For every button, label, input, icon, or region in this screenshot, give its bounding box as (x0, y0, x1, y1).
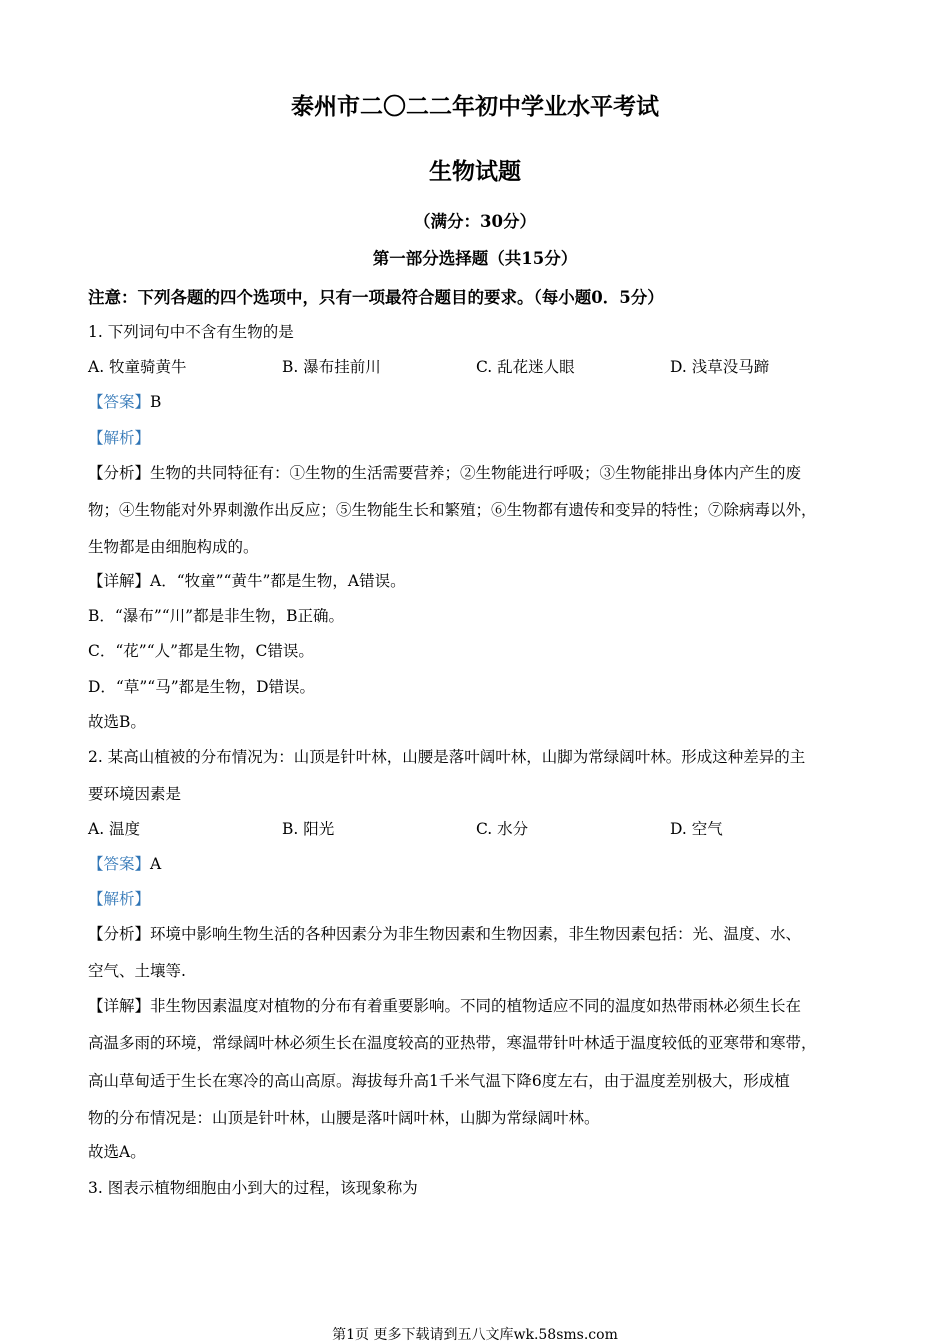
q2-analysis-line: 【分析】环境中影响生物生活的各种因素分为非生物因素和生物因素，非生物因素包括：光、温度、水、 (88, 925, 802, 943)
q2-jiexi-label: 【解析】 (88, 890, 151, 908)
q2-option-d: D. 空气 (670, 820, 723, 838)
notice: 注意：下列各题的四个选项中，只有一项最符合题目的要求。（每小题0．5分） (88, 288, 664, 307)
page-footer: 第1页 更多下载请到五八文库wk.58sms.com (332, 1327, 618, 1343)
q2-detail-line: 高温多雨的环境，常绿阔叶林必须生长在温度较高的亚热带，寒温带针叶林适于温度较低的亚寒带和寒带， (88, 1034, 817, 1052)
q2-option-a: A. 温度 (88, 820, 141, 838)
answer-label: 【答案】 (88, 393, 151, 411)
q1-analysis-line: 【分析】生物的共同特征有：①生物的生活需要营养；②生物能进行呼吸；③生物能排出身体内产生的废 (88, 464, 802, 482)
q1-detail-line: 【详解】A．“牧童”“黄牛”都是生物，A错误。 (88, 572, 406, 590)
q1-stem: 1. 下列词句中不含有生物的是 (88, 323, 294, 341)
answer-value: B (150, 393, 162, 411)
q1-option-a: A. 牧童骑黄牛 (88, 358, 187, 376)
full-score: （满分：30分） (414, 212, 536, 231)
q2-stem-line: 2. 某高山植被的分布情况为：山顶是针叶林，山腰是落叶阔叶林，山脚为常绿阔叶林。形成这种差异的主 (88, 748, 806, 766)
q1-analysis-line: 生物都是由细胞构成的。 (88, 538, 259, 556)
q1-option-d: D. 浅草没马蹄 (670, 358, 770, 376)
q1-option-c: C. 乱花迷人眼 (476, 358, 575, 376)
q2-option-c: C. 水分 (476, 820, 529, 838)
q1-jiexi-label: 【解析】 (88, 429, 151, 447)
q2-analysis-line: 空气、土壤等. (88, 962, 186, 980)
q2-option-b: B. 阳光 (282, 820, 335, 838)
q1-detail-line: 故选B。 (88, 713, 146, 731)
q1-detail-line: D．“草”“马”都是生物，D错误。 (88, 678, 316, 696)
q2-detail-line: 高山草甸适于生长在寒冷的高山高原。海拔每升高1千米气温下降6度左右，由于温度差别极大，形成植 (88, 1072, 790, 1090)
q2-answer (88, 852, 868, 874)
q1-option-b: B. 瀑布挂前川 (282, 358, 381, 376)
q3-stem: 3. 图表示植物细胞由小到大的过程，该现象称为 (88, 1179, 418, 1197)
q1-detail-line: C．“花”“人”都是生物，C错误。 (88, 642, 314, 660)
q2-stem-line: 要环境因素是 (88, 785, 182, 803)
part-heading: 第一部分选择题（共15分） (372, 249, 578, 268)
q1-analysis-line: 物；④生物能对外界刺激作出反应；⑤生物能生长和繁殖；⑥生物都有遗传和变异的特性；⑦除病毒以外， (88, 501, 817, 519)
exam-title: 泰州市二〇二二年初中学业水平考试 (291, 93, 659, 120)
answer-value: A (150, 855, 162, 873)
q2-detail-line: 【详解】非生物因素温度对植物的分布有着重要影响。不同的植物适应不同的温度如热带雨林必须生长在 (88, 997, 802, 1015)
answer-label: 【答案】 (88, 855, 151, 873)
q1-answer (88, 390, 868, 412)
q2-detail-line: 物的分布情况是：山顶是针叶林，山腰是落叶阔叶林，山脚为常绿阔叶林。 (88, 1109, 600, 1127)
subject-title: 生物试题 (429, 158, 521, 185)
q2-detail-line: 故选A。 (88, 1143, 146, 1161)
q1-detail-line: B．“瀑布”“川”都是非生物，B正确。 (88, 607, 344, 625)
